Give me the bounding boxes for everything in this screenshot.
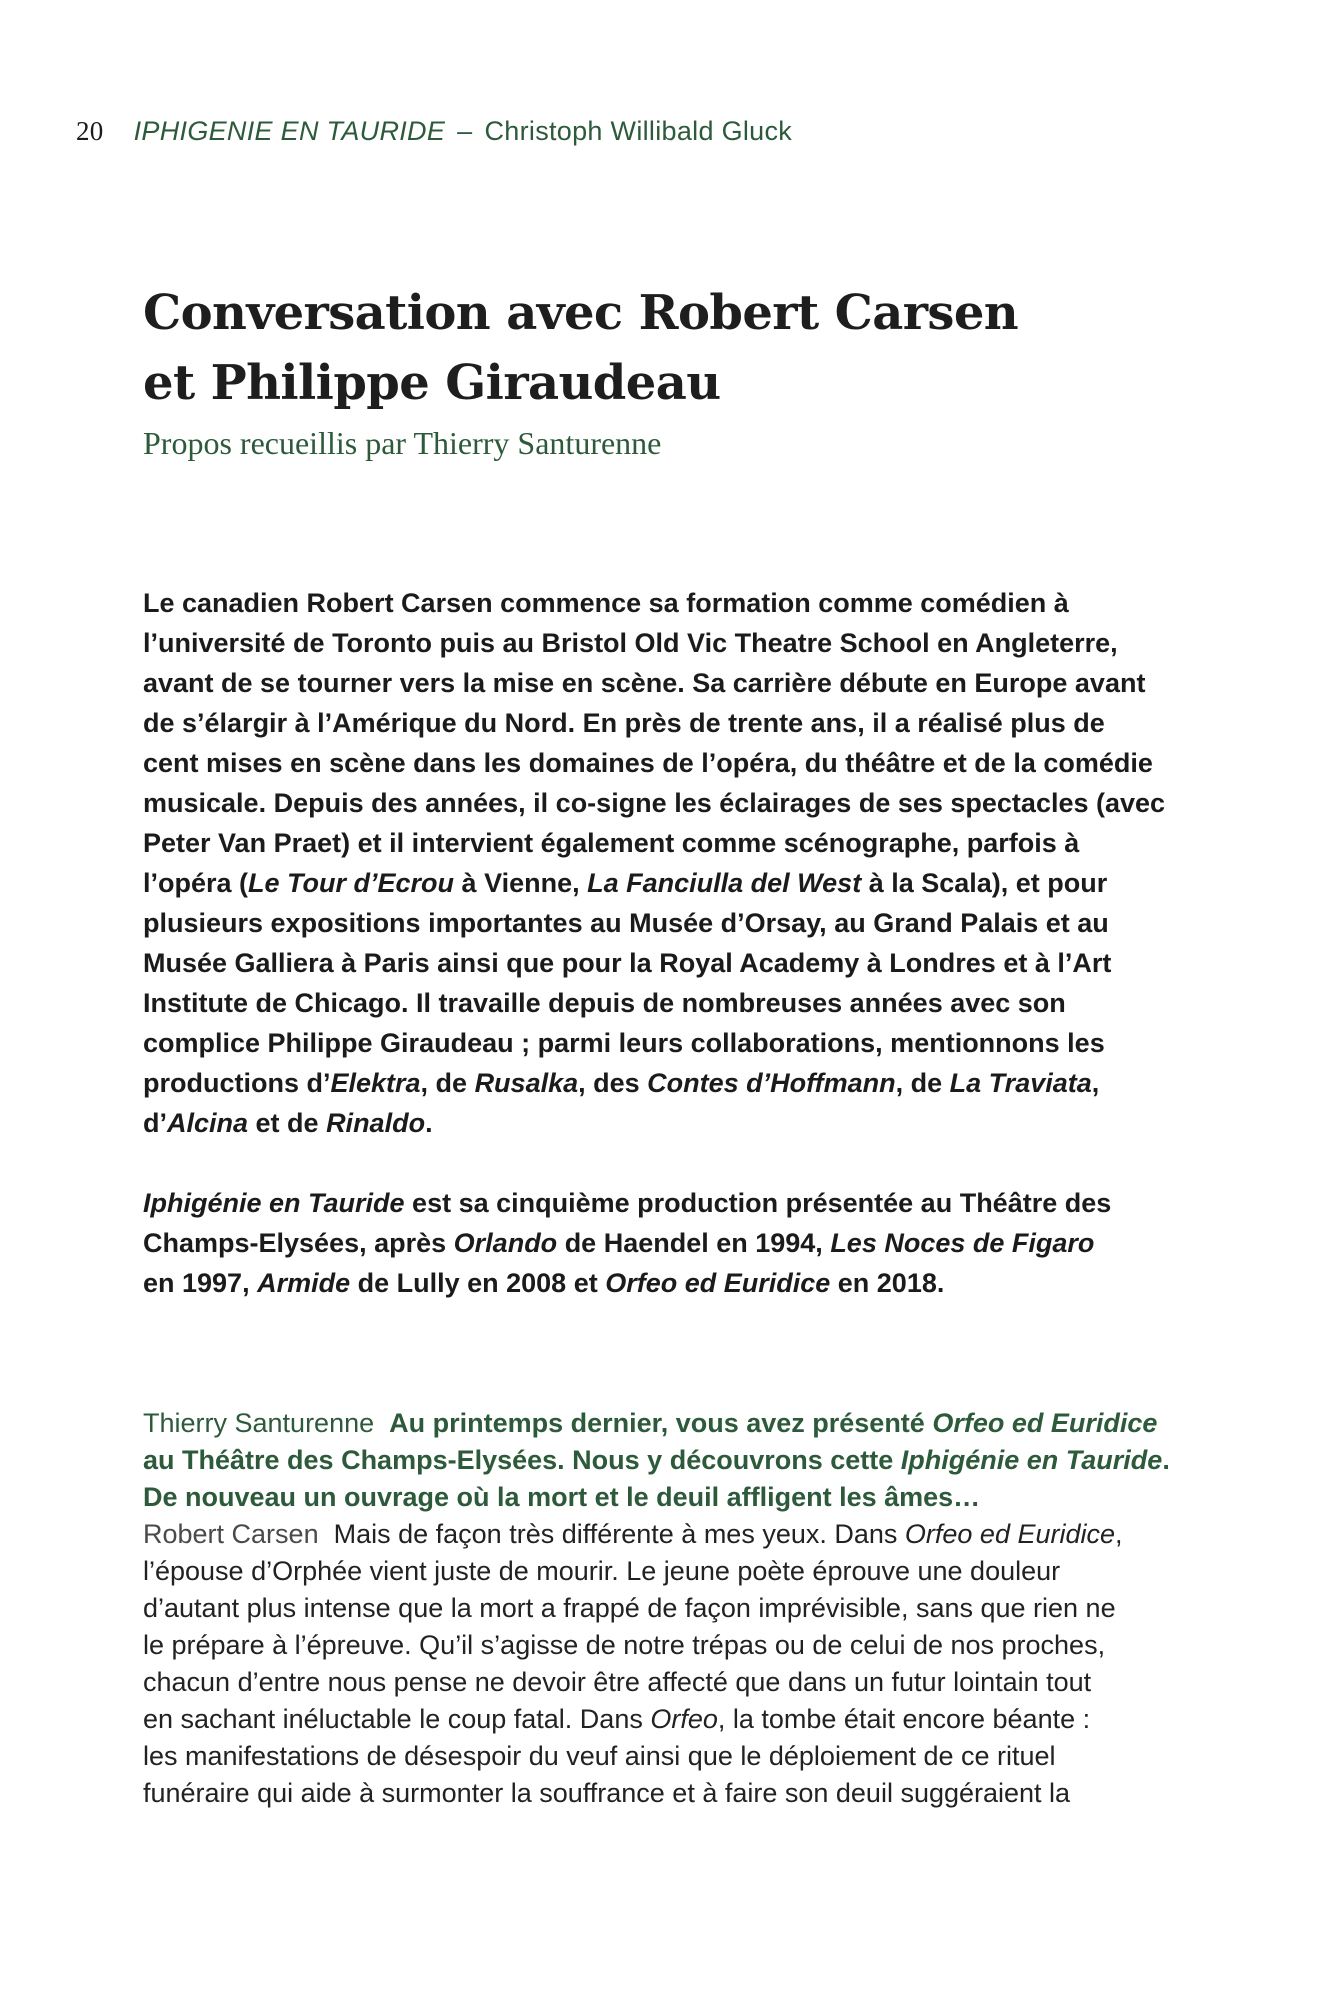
answer-text: , la tombe était encore béante :: [717, 1704, 1091, 1734]
work-title: Orfeo ed Euridice: [932, 1408, 1158, 1438]
work-title: La Traviata: [949, 1068, 1092, 1098]
work-title: Les Noces de Figaro: [830, 1228, 1095, 1258]
article-subtitle: Propos recueillis par Thierry Santurenne: [143, 425, 662, 461]
article-title-line-2: et Philippe Giraudeau: [143, 355, 721, 411]
answer-line: l’épouse d’Orphée vient juste de mourir. Le jeune poète éprouve une douleur: [143, 1556, 1061, 1586]
work-title: Contes d’Hoffmann: [647, 1068, 896, 1098]
intro-paragraph-2: [143, 1183, 1203, 1303]
text-line: avant de se tourner vers la mise en scène. Sa carrière débute en Europe avant: [143, 668, 1146, 698]
text-line: [143, 863, 1203, 903]
text-run: d’: [143, 1108, 167, 1138]
work-title: Rusalka: [474, 1068, 579, 1098]
text-run: en 1997,: [143, 1268, 258, 1298]
question-text: au Théâtre des Champs-Elysées. Nous y découvrons cette: [143, 1445, 901, 1475]
composer-name: Christoph Willibald Gluck: [484, 116, 793, 146]
text-run: est sa cinquième production présentée au Théâtre des: [404, 1188, 1112, 1218]
answer-text: ,: [1115, 1519, 1123, 1549]
question-text: Au printemps dernier, vous avez présenté: [389, 1408, 933, 1438]
work-title: Iphigénie en Tauride: [900, 1445, 1163, 1475]
text-run: , de: [895, 1068, 950, 1098]
answer-text: Mais de façon très différente à mes yeux. Dans: [333, 1519, 905, 1549]
answer-text: en sachant inéluctable le coup fatal. Dans: [143, 1704, 651, 1734]
text-line: [143, 1263, 1203, 1303]
text-line: complice Philippe Giraudeau ; parmi leurs collaborations, mentionnons les: [143, 1028, 1105, 1058]
work-title: Orlando: [453, 1228, 558, 1258]
text-line: musicale. Depuis des années, il co-signe les éclairages de ses spectacles (avec: [143, 788, 1166, 818]
work-title: Orfeo ed Euridice: [605, 1268, 831, 1298]
text-run: .: [425, 1108, 433, 1138]
question-text: .: [1162, 1445, 1170, 1475]
text-line: [143, 1063, 1203, 1103]
text-line: Peter Van Praet) et il intervient également comme scénographe, parfois à: [143, 828, 1080, 858]
work-title: La Fanciulla del West: [587, 868, 862, 898]
text-line: [143, 1223, 1203, 1263]
text-run: de Lully en 2008 et: [350, 1268, 606, 1298]
text-line: plusieurs expositions importantes au Musée d’Orsay, au Grand Palais et au: [143, 908, 1109, 938]
text-run: de Haendel en 1994,: [557, 1228, 831, 1258]
intro-paragraph-1: [143, 583, 1203, 1143]
text-line: l’université de Toronto puis au Bristol Old Vic Theatre School en Angleterre,: [143, 628, 1118, 658]
answer-line: chacun d’entre nous pense ne devoir être affecté que dans un futur lointain tout: [143, 1667, 1092, 1697]
opera-title: IPHIGENIE EN TAURIDE: [133, 116, 446, 146]
answer-line: funéraire qui aide à surmonter la souffrance et à faire son deuil suggéraient la: [143, 1778, 1071, 1808]
text-line: Institute de Chicago. Il travaille depuis de nombreuses années avec son: [143, 988, 1066, 1018]
text-run: productions d’: [143, 1068, 331, 1098]
work-title: Le Tour d’Ecrou: [248, 868, 455, 898]
answer-line: [143, 1516, 1203, 1553]
answer-line: [143, 1701, 1203, 1738]
answer-speaker: Robert Carsen: [143, 1519, 319, 1549]
text-line: Musée Galliera à Paris ainsi que pour la Royal Academy à Londres et à l’Art: [143, 948, 1112, 978]
question-speaker: Thierry Santurenne: [143, 1408, 375, 1438]
text-run: à Vienne,: [454, 868, 588, 898]
question-line: [143, 1405, 1203, 1442]
article-title-line-1: Conversation avec Robert Carsen: [143, 285, 1019, 341]
work-title: Rinaldo: [326, 1108, 426, 1138]
work-title: Armide: [257, 1268, 351, 1298]
text-line: Le canadien Robert Carsen commence sa formation comme comédien à: [143, 588, 1069, 618]
text-line: [143, 1183, 1203, 1223]
text-run: ,: [1091, 1068, 1100, 1098]
work-title: Elektra: [330, 1068, 421, 1098]
question-line: De nouveau un ouvrage où la mort et le deuil affligent les âmes…: [143, 1482, 981, 1512]
text-run: à la Scala), et pour: [861, 868, 1108, 898]
interview-section: [143, 1405, 1203, 1812]
intro-section: [143, 583, 1203, 1303]
work-title: Alcina: [167, 1108, 249, 1138]
question-line: [143, 1442, 1203, 1479]
work-title: Orfeo: [650, 1704, 718, 1734]
page-number: 20: [76, 116, 104, 146]
article-title: [143, 278, 1223, 418]
header-separator: –: [457, 116, 473, 146]
answer-line: le prépare à l’épreuve. Qu’il s’agisse de notre trépas ou de celui de nos proches,: [143, 1630, 1106, 1660]
text-run: , de: [420, 1068, 475, 1098]
running-head: [76, 116, 792, 147]
text-line: cent mises en scène dans les domaines de l’opéra, du théâtre et de la comédie: [143, 748, 1153, 778]
text-run: l’opéra (: [143, 868, 249, 898]
text-run: et de: [248, 1108, 327, 1138]
answer-line: d’autant plus intense que la mort a frappé de façon imprévisible, sans que rien ne: [143, 1593, 1116, 1623]
work-title: Iphigénie en Tauride: [143, 1188, 405, 1218]
text-run: , des: [578, 1068, 648, 1098]
text-line: de s’élargir à l’Amérique du Nord. En près de trente ans, il a réalisé plus de: [143, 708, 1105, 738]
text-line: [143, 1103, 1203, 1143]
work-title: Orfeo ed Euridice: [904, 1519, 1116, 1549]
answer-line: les manifestations de désespoir du veuf ainsi que le déploiement de ce rituel: [143, 1741, 1056, 1771]
text-run: en 2018.: [830, 1268, 945, 1298]
text-run: Champs-Elysées, après: [143, 1228, 454, 1258]
